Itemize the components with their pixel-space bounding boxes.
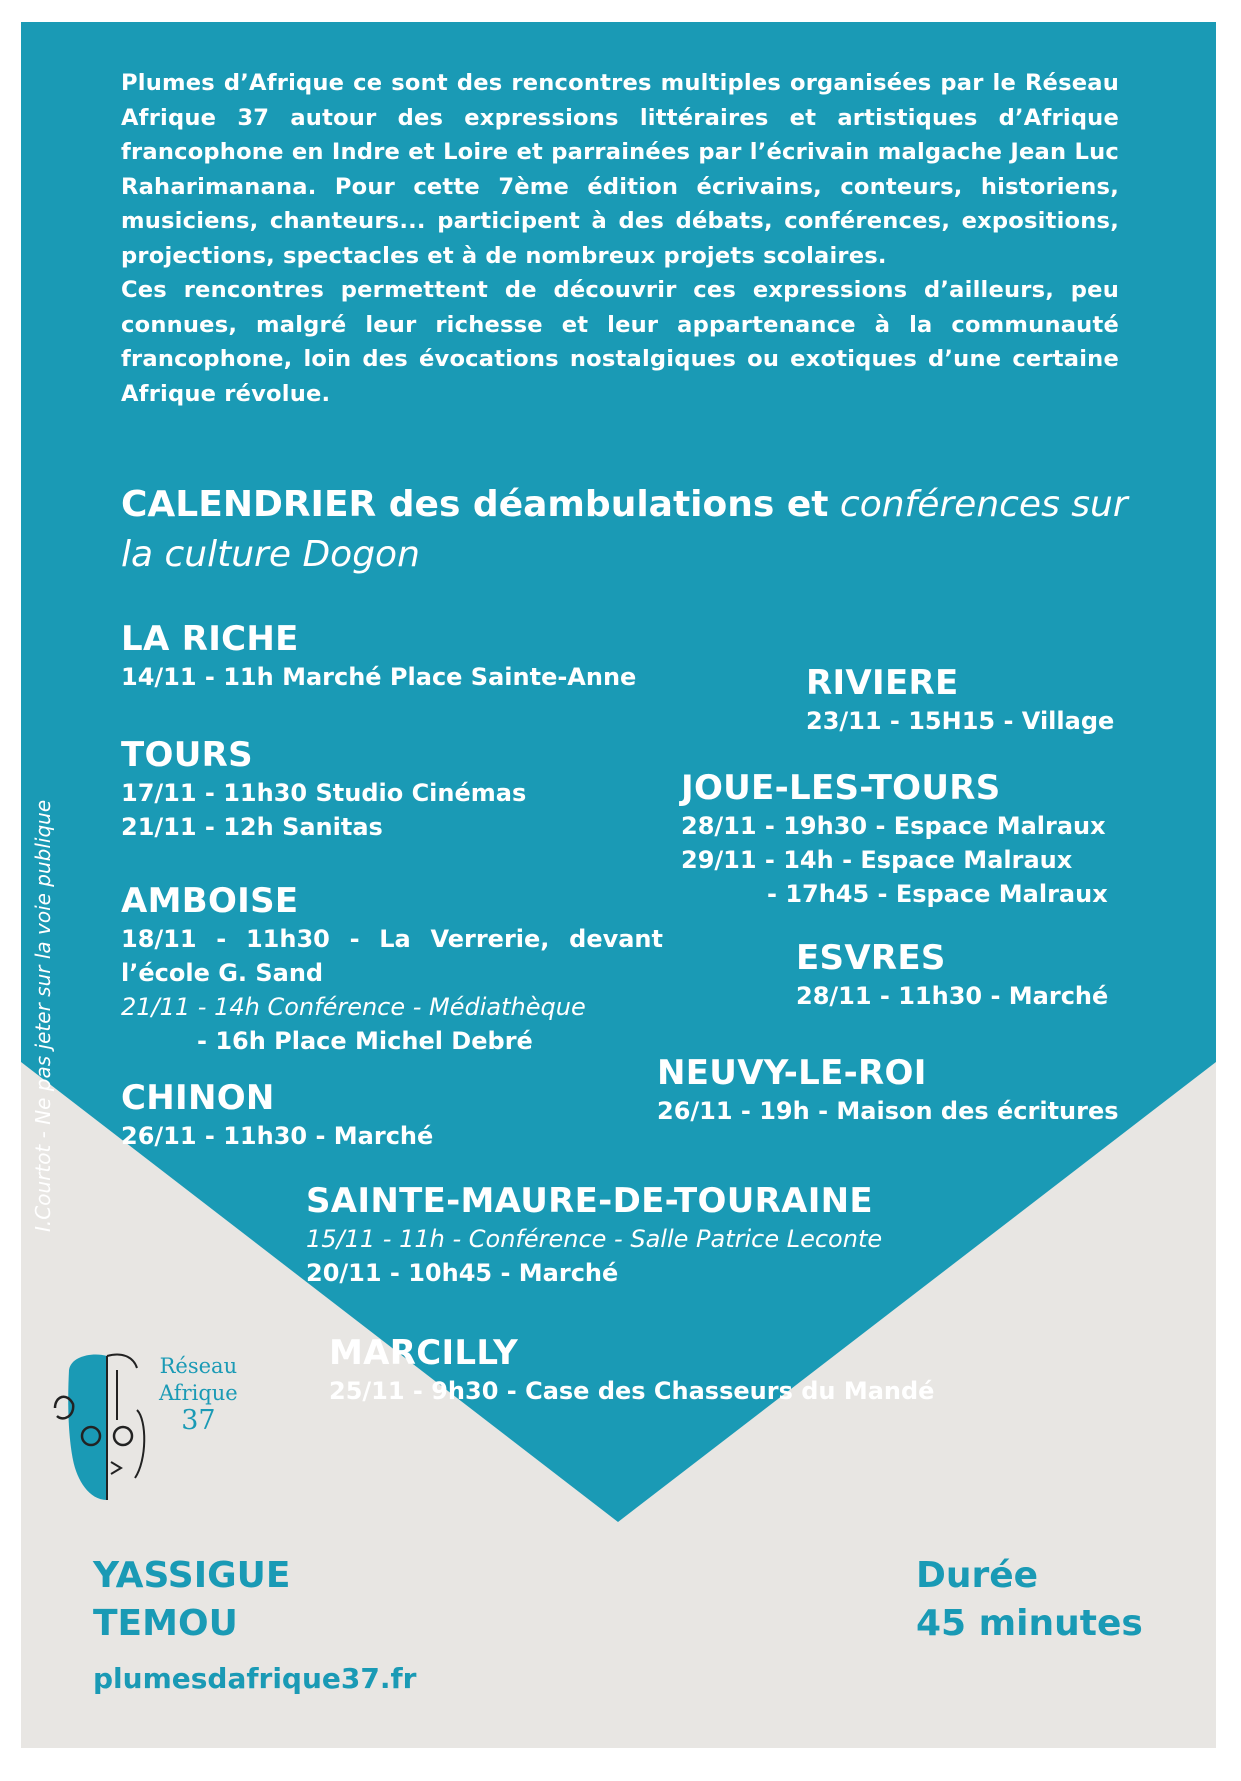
event-line: 26/11 - 19h - Maison des écritures [657, 1097, 1119, 1125]
intro-paragraph-1: Plumes d’Afrique ce sont des rencontres multiples organisées par le Réseau Afrique 37 autour des expressions littéraires et artistiques d’Afrique francophone en Indre et Loire et parrainées par l’écrivain malgache Jean Luc Raharimanana. Pour cette 7ème édition écrivains, conteurs, historiens, musiciens, chanteurs... participent à des débats, conférences, expositions, projections, spectacles et à de nombreux projets scolaires. [121, 70, 1119, 269]
event-line: 29/11 - 14h - Espace Malraux [681, 846, 1073, 874]
logo-text [159, 1353, 238, 1434]
location-name: LA RICHE [121, 619, 299, 659]
intro-text [121, 66, 1119, 411]
duration-info [916, 1552, 1143, 1648]
location-name: MARCILLY [329, 1333, 518, 1373]
location-name: CHINON [121, 1078, 275, 1118]
event-line: - 17h45 - Espace Malraux [767, 880, 1108, 908]
reseau-afrique-logo [51, 1350, 251, 1510]
event-line-conference: 21/11 - 14h Conférence - Médiathèque [121, 993, 586, 1021]
location-marcilly [329, 1332, 934, 1408]
location-neuvy-le-roi [657, 1052, 1119, 1128]
location-tours [121, 734, 526, 844]
flyer [21, 22, 1216, 1748]
show-info [93, 1552, 417, 1695]
website-link[interactable]: plumesdafrique37.fr [93, 1662, 417, 1695]
intro-paragraph-2: Ces rencontres permettent de découvrir ces expressions d’ailleurs, peu connues, malgré leur richesse et leur appartenance à la communauté francophone, loin des évocations nostalgiques ou exotiques d’une certaine Afrique révolue. [121, 277, 1119, 407]
location-chinon [121, 1077, 433, 1153]
event-line: 14/11 - 11h Marché Place Sainte-Anne [121, 663, 637, 691]
location-amboise [121, 880, 663, 1058]
event-line: 21/11 - 12h Sanitas [121, 813, 383, 841]
location-name: ESVRES [796, 938, 946, 978]
event-line: 26/11 - 11h30 - Marché [121, 1122, 434, 1150]
event-line-conference: 15/11 - 11h - Conférence - Salle Patrice Leconte [306, 1225, 883, 1253]
event-line: 25/11 - 9h30 - Case des Chasseurs du Mandé [329, 1377, 935, 1405]
event-line: 28/11 - 11h30 - Marché [796, 982, 1109, 1010]
event-line: 18/11 - 11h30 - La Verrerie, devant l’école G. Sand [121, 925, 663, 987]
calendar-title-italic: conférences sur la culture Dogon [121, 484, 1128, 575]
location-esvres [796, 937, 1108, 1013]
logo-line-2: Afrique [159, 1381, 238, 1405]
event-line: 28/11 - 19h30 - Espace Malraux [681, 812, 1106, 840]
event-line: 17/11 - 11h30 Studio Cinémas [121, 779, 527, 807]
location-joue-les-tours [681, 767, 1108, 911]
african-mask-icon [51, 1350, 161, 1510]
logo-line-3: 37 [181, 1405, 216, 1436]
location-sainte-maure-de-touraine [306, 1180, 882, 1290]
calendar-title-bold: CALENDRIER des déambulations et [121, 484, 829, 525]
location-name: AMBOISE [121, 881, 299, 921]
event-line: 23/11 - 15H15 - Village [806, 707, 1115, 735]
location-name: JOUE-LES-TOURS [681, 768, 1001, 808]
show-title-line-2: TEMOU [93, 1603, 238, 1644]
location-name: TOURS [121, 735, 253, 775]
logo-line-1: Réseau [159, 1354, 238, 1378]
calendar-title [121, 480, 1131, 580]
location-name: NEUVY-LE-ROI [657, 1053, 927, 1093]
location-riviere [806, 662, 1114, 738]
location-la-riche [121, 618, 636, 694]
show-title-line-1: YASSIGUE [93, 1555, 291, 1596]
location-name: SAINTE-MAURE-DE-TOURAINE [306, 1181, 873, 1221]
event-line: 20/11 - 10h45 - Marché [306, 1259, 619, 1287]
location-name: RIVIERE [806, 663, 959, 703]
duration-value: 45 minutes [916, 1603, 1143, 1644]
event-line: - 16h Place Michel Debré [197, 1027, 533, 1055]
credit-vertical-text: I.Courtot - Ne pas jeter sur la voie publique [31, 799, 55, 1232]
duration-label: Durée [916, 1555, 1039, 1596]
